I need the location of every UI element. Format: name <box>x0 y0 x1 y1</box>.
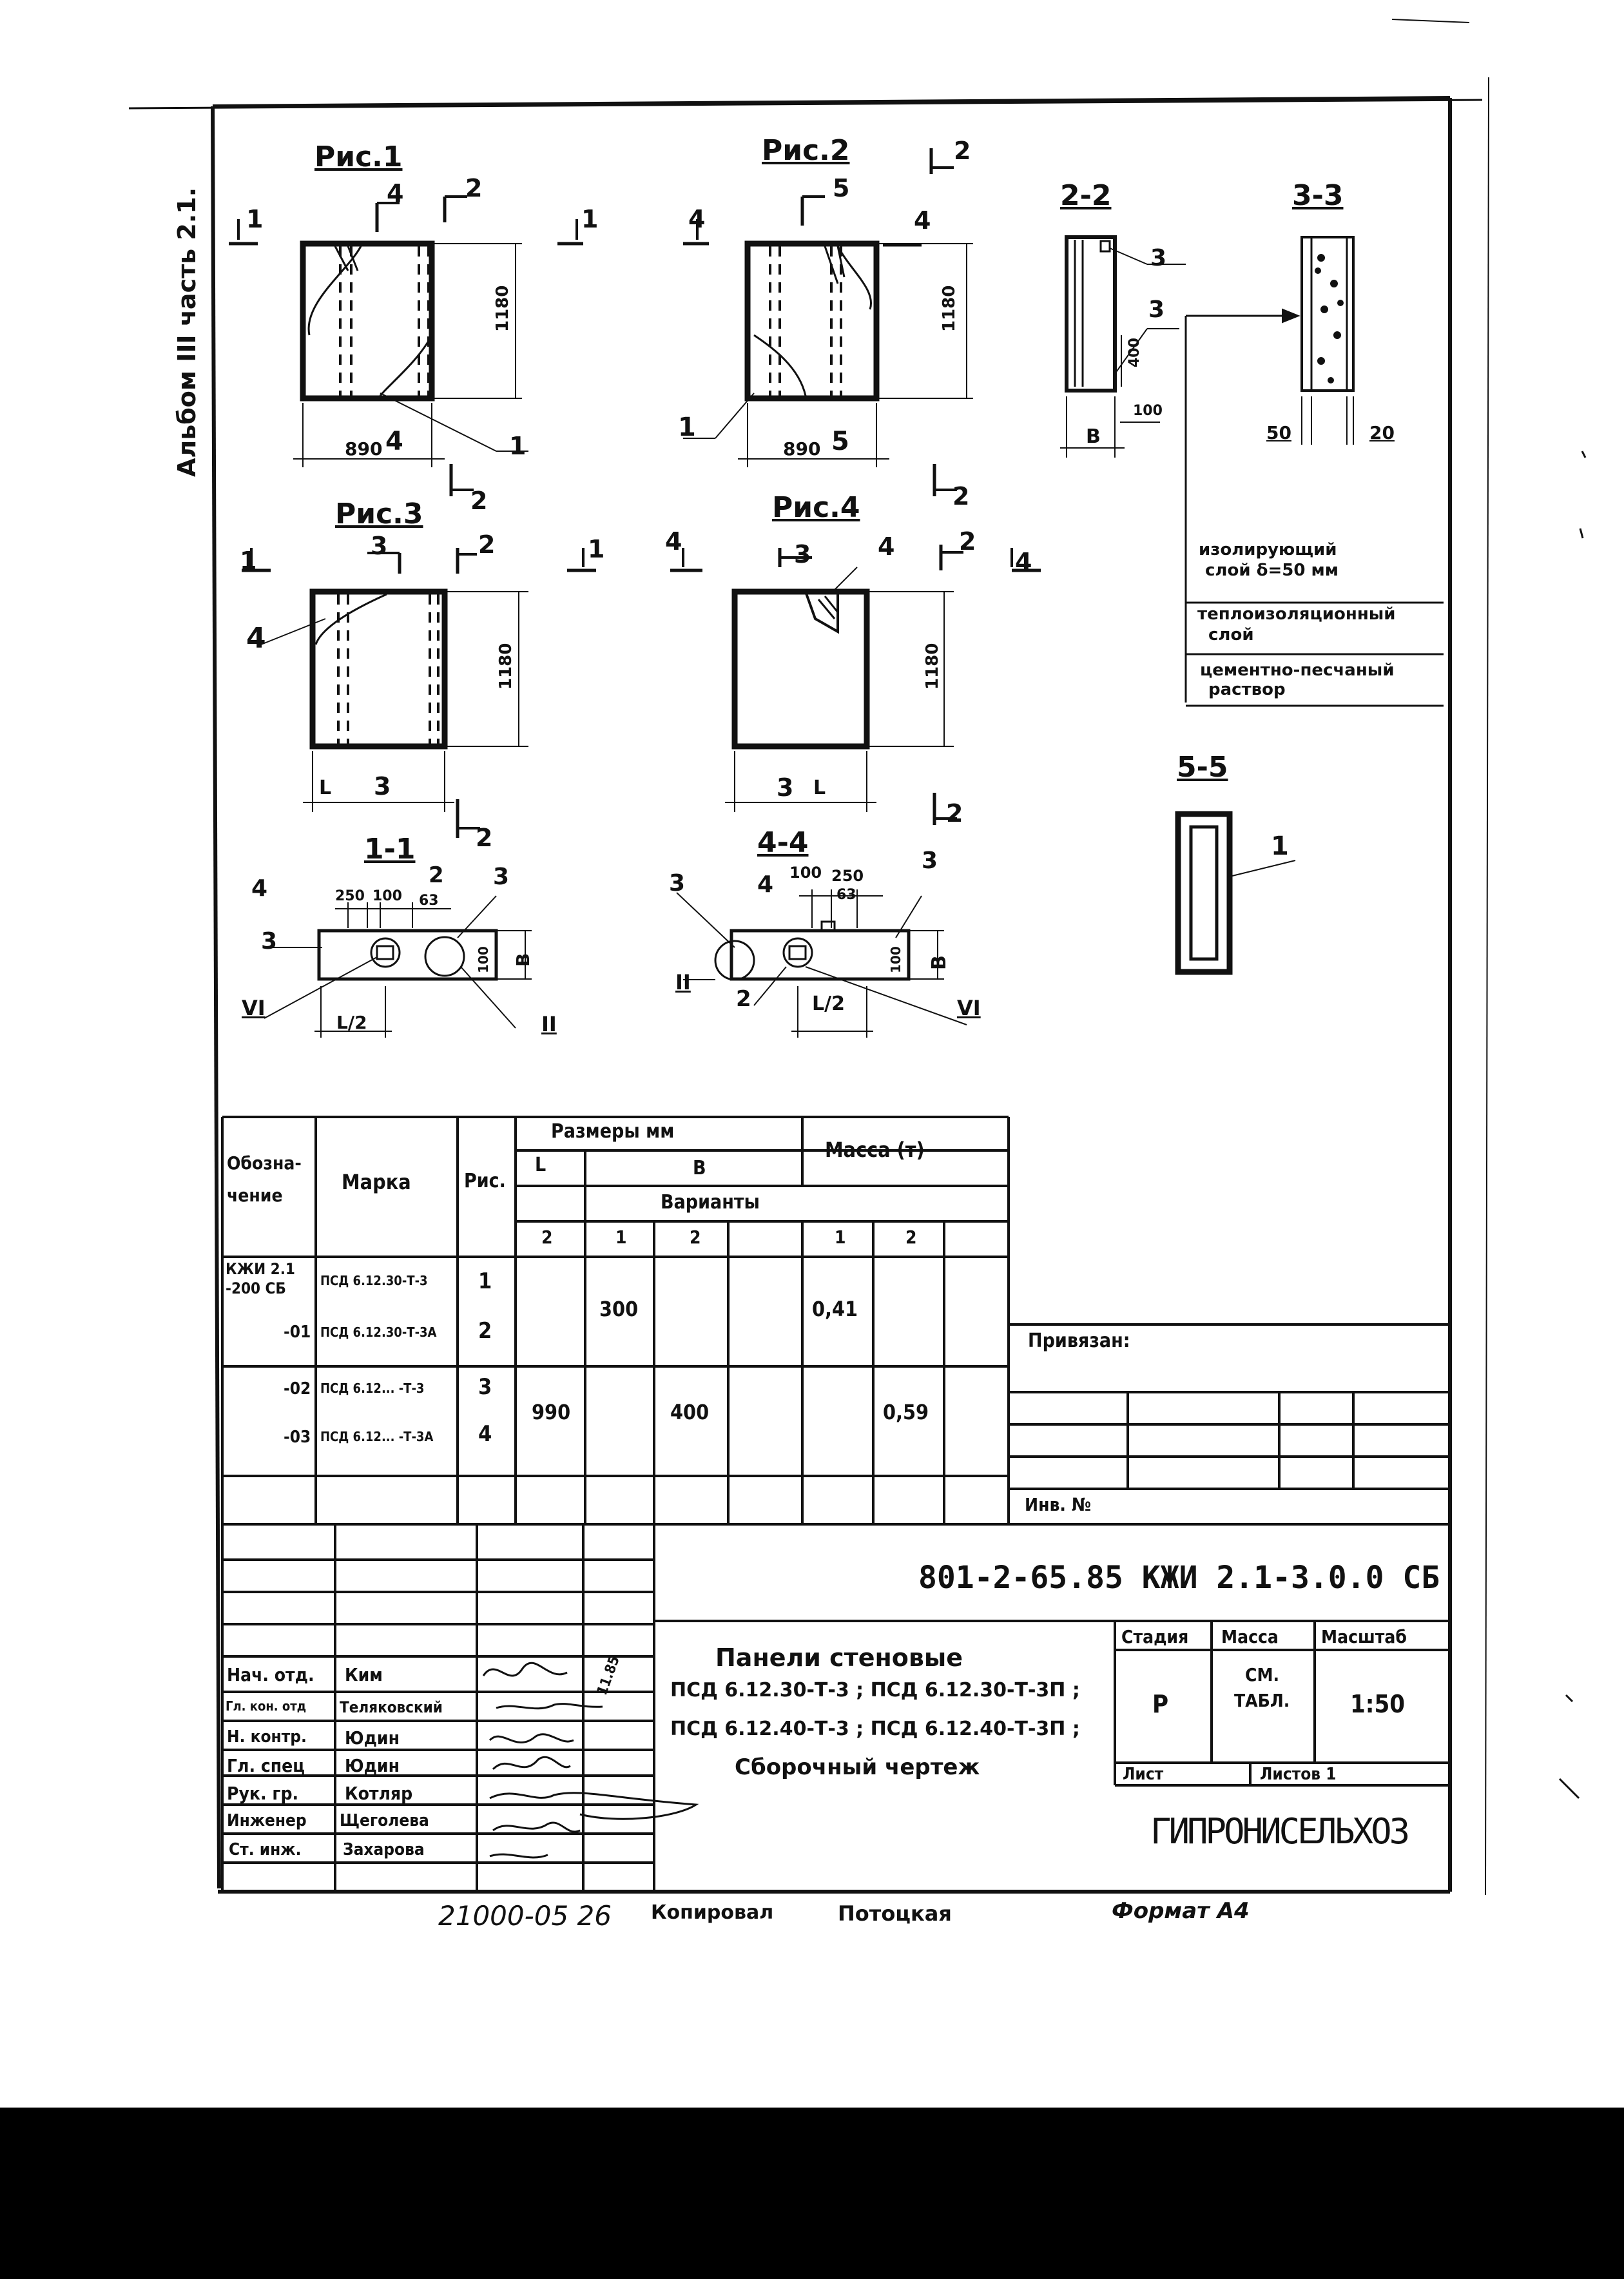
section-4-4-node-vi: VI <box>957 996 981 1020</box>
section-1-1-node-vi: VI <box>242 996 266 1020</box>
fig1-cut-2-bottom: 2 <box>470 487 488 515</box>
sig-name-5: Котляр <box>345 1783 413 1804</box>
fig2-leader-1: 1 <box>678 412 696 442</box>
section-4-4-d63: 63 <box>836 887 856 903</box>
section-2-2-title: 2-2 <box>1060 179 1112 212</box>
scan-black-border <box>0 2108 1624 2279</box>
fig2-drawing <box>683 148 973 496</box>
spec-header-variants: Варианты <box>661 1191 760 1214</box>
section-4-4-label-3b: 3 <box>922 848 938 874</box>
layer-2-line-b: слой <box>1208 625 1254 645</box>
title-line-1: Панели стеновые <box>715 1644 963 1672</box>
sig-role-2: Гл. кон. отд <box>226 1698 307 1714</box>
fig3-title: Рис.3 <box>335 498 423 530</box>
fig2-cut-5: 5 <box>833 174 850 202</box>
section-4-4-node-ii: II <box>675 970 691 994</box>
sig-role-3: Н. контр. <box>227 1727 307 1747</box>
title-line-4: Сборочный чертеж <box>735 1754 980 1780</box>
section-4-4-d250: 250 <box>831 867 864 885</box>
fig3-drawing <box>242 548 596 838</box>
sig-role-4: Гл. спец <box>227 1755 305 1776</box>
section-1-1-dim-lhalf: L/2 <box>336 1012 367 1033</box>
section-3-3-dim-50: 50 <box>1266 422 1291 443</box>
section-4-4 <box>677 889 967 1038</box>
sig-role-6: Инженер <box>227 1811 307 1830</box>
scale-header: Масштаб <box>1321 1626 1407 1647</box>
footer-copied-label: Копировал <box>651 1901 774 1924</box>
spec-row-3-designation: -02 <box>284 1379 311 1399</box>
inventory-number-label: Инв. № <box>1025 1494 1092 1515</box>
spec-row-2-designation: -01 <box>284 1323 311 1342</box>
sig-name-1: Ким <box>345 1664 383 1685</box>
spec-value-m1: 0,41 <box>812 1297 858 1321</box>
fig3-cut-2-bottom: 2 <box>476 824 493 852</box>
fig3-section-cut-top: 3 <box>371 532 388 560</box>
layer-1-line-a: изолирующий <box>1199 540 1337 559</box>
spec-row-3-fig: 3 <box>478 1374 492 1400</box>
spec-variant-b2: 2 <box>690 1227 701 1248</box>
spec-header-l: L <box>535 1154 546 1176</box>
section-3-3-dim-20: 20 <box>1369 422 1395 443</box>
sig-name-3: Юдин <box>345 1727 400 1749</box>
section-4-4-dim-100: 100 <box>888 946 904 973</box>
album-side-label: Альбом III часть 2.1. <box>173 187 201 477</box>
section-4-4-label-2: 2 <box>736 986 751 1012</box>
fig1-dim-height: 1180 <box>493 285 512 332</box>
spec-row-4-mark: ПСД 6.12... -Т-3А <box>320 1429 434 1444</box>
spec-header-sizes: Размеры мм <box>551 1120 675 1143</box>
spec-row-4-designation: -03 <box>284 1428 311 1447</box>
fig4-drawing <box>670 545 1041 825</box>
sheets-label: Листов 1 <box>1260 1765 1337 1784</box>
organization-name: ГИПРОНИСЕЛЬХОЗ <box>1150 1811 1408 1852</box>
section-1-1 <box>264 896 532 1038</box>
fig2-cut-4-left: 4 <box>688 205 706 233</box>
mass-header: Масса <box>1221 1626 1279 1647</box>
section-1-1-title: 1-1 <box>364 833 416 866</box>
layer-2-line-a: теплоизоляционный <box>1197 605 1396 624</box>
attachment-label: Привязан: <box>1028 1330 1130 1352</box>
spec-header-mass: Масса (т) <box>825 1138 925 1162</box>
fig3-leader-4: 4 <box>246 622 266 655</box>
fig1-cut-2: 2 <box>465 174 483 202</box>
spec-row-1-designation-b: -200 СБ <box>226 1279 286 1297</box>
spec-value-b2: 400 <box>670 1400 710 1424</box>
sig-name-7: Захарова <box>343 1840 425 1859</box>
fig1-cut-1-left: 1 <box>246 205 264 233</box>
section-1-1-d63: 63 <box>419 893 439 909</box>
section-2-2-label-3b: 3 <box>1148 296 1165 323</box>
fig1-section-cut: 4 <box>385 427 403 456</box>
fig1-drawing <box>229 197 583 496</box>
spec-row-2-fig: 2 <box>478 1318 492 1344</box>
fig3-cut-1-right: 1 <box>588 535 605 563</box>
document-code: 801-2-65.85 КЖИ 2.1-3.0.0 СБ <box>918 1560 1440 1596</box>
spec-header-mark: Марка <box>342 1170 411 1194</box>
mass-value-b: ТАБЛ. <box>1234 1690 1290 1711</box>
sig-role-1: Нач. отд. <box>227 1664 314 1685</box>
fig1-title: Рис.1 <box>314 141 403 173</box>
section-2-2 <box>1060 237 1186 458</box>
sig-role-5: Рук. гр. <box>227 1783 299 1804</box>
mass-value-a: СМ. <box>1245 1664 1280 1685</box>
scale-value: 1:50 <box>1350 1690 1406 1718</box>
footer-format: Формат А4 <box>1112 1898 1250 1924</box>
fig3-dim-height: 1180 <box>496 643 516 690</box>
section-4-4-dim-b: B <box>928 955 951 970</box>
stage-header: Стадия <box>1121 1626 1189 1647</box>
fig2-cut-2: 2 <box>954 137 971 165</box>
section-4-4-label-3a: 3 <box>669 870 686 897</box>
fig4-cut-2-bottom: 2 <box>946 799 963 828</box>
section-3-3-title: 3-3 <box>1292 179 1344 212</box>
section-1-1-d100: 100 <box>372 888 402 904</box>
fig4-section-cut-bottom: 3 <box>777 773 794 802</box>
fig4-dim-height: 1180 <box>923 643 942 690</box>
fig4-cut-2: 2 <box>959 527 976 556</box>
section-2-2-dim-100: 100 <box>1133 403 1163 419</box>
fig4-title: Рис.4 <box>772 491 860 524</box>
footer-number: 21000-05 26 <box>438 1900 612 1932</box>
fig3-dim-width: L <box>319 777 332 799</box>
section-1-1-label-2: 2 <box>429 862 444 888</box>
fig1-cut-4: 4 <box>387 179 404 208</box>
footer-copied-name: Потоцкая <box>838 1901 952 1926</box>
section-1-1-label-4: 4 <box>251 875 268 902</box>
spec-row-2-mark: ПСД 6.12.30-Т-3А <box>320 1324 437 1340</box>
spec-value-l: 990 <box>532 1400 571 1424</box>
spec-row-1-designation: КЖИ 2.1 <box>226 1260 295 1278</box>
spec-variant-b1: 1 <box>615 1227 627 1248</box>
fig2-section-cut: 5 <box>831 427 849 456</box>
sig-name-6: Щеголева <box>340 1811 429 1830</box>
section-1-1-dim-100: 100 <box>476 946 491 973</box>
stage-value: Р <box>1152 1690 1169 1718</box>
fig2-dim-height: 1180 <box>940 285 959 332</box>
section-1-1-node-ii: II <box>541 1012 557 1036</box>
spec-header-b: B <box>693 1157 706 1179</box>
spec-value-b1: 300 <box>599 1297 639 1321</box>
spec-header-fig: Рис. <box>464 1170 506 1192</box>
section-4-4-title: 4-4 <box>757 826 809 859</box>
section-1-1-d250: 250 <box>335 888 365 904</box>
spec-row-3-mark: ПСД 6.12... -Т-3 <box>320 1381 425 1396</box>
fig4-dim-width: L <box>813 777 826 799</box>
fig1-leader-1: 1 <box>509 432 527 460</box>
spec-row-1-mark: ПСД 6.12.30-Т-3 <box>320 1273 428 1288</box>
spec-variant-m1: 1 <box>835 1227 846 1248</box>
spec-header-designation-a: Обозна- <box>227 1152 302 1174</box>
spec-row-1-fig: 1 <box>478 1268 492 1294</box>
section-1-1-dim-b: B <box>512 953 534 967</box>
fig4-leader-4: 4 <box>878 532 895 561</box>
section-4-4-label-4: 4 <box>757 871 774 898</box>
section-2-2-dim-b: B <box>1086 425 1101 448</box>
section-4-4-d100: 100 <box>789 864 822 882</box>
section-1-1-label-3b: 3 <box>261 928 278 955</box>
fig4-cut-4-right: 4 <box>1015 548 1032 576</box>
fig2-cut-4-right: 4 <box>914 206 931 235</box>
section-2-2-dim-400: 400 <box>1126 338 1143 367</box>
title-line-3: ПСД 6.12.40-Т-3 ; ПСД 6.12.40-Т-3П ; <box>670 1718 1080 1740</box>
spec-row-4-fig: 4 <box>478 1421 492 1447</box>
fig1-cut-1-right: 1 <box>581 205 599 233</box>
fig2-dim-width: 890 <box>783 438 821 460</box>
layer-3-line-b: раствор <box>1208 680 1286 699</box>
spec-variant-l2: 2 <box>541 1227 553 1248</box>
sig-name-2: Теляковский <box>340 1698 443 1716</box>
fig3-cut-1-left: 1 <box>240 547 257 575</box>
fig4-cut-4-left: 4 <box>665 527 682 556</box>
layer-1-line-b: слой δ=50 мм <box>1205 561 1339 580</box>
signature-date: 11.85 <box>594 1654 623 1698</box>
fig1-dim-width: 890 <box>345 438 383 460</box>
fig2-cut-2-bottom: 2 <box>952 482 970 510</box>
section-1-1-label-3a: 3 <box>493 864 510 890</box>
fig3-cut-2: 2 <box>478 530 496 559</box>
spec-value-m2: 0,59 <box>883 1400 929 1424</box>
sig-name-4: Юдин <box>345 1755 400 1776</box>
section-5-5-title: 5-5 <box>1177 751 1228 784</box>
section-2-2-label-3a: 3 <box>1150 245 1167 271</box>
section-4-4-dim-lhalf: L/2 <box>812 993 845 1015</box>
fig3-section-cut-bottom: 3 <box>374 772 391 800</box>
section-5-5-label-1: 1 <box>1271 831 1289 861</box>
sheet-label: Лист <box>1123 1765 1164 1784</box>
title-line-2: ПСД 6.12.30-Т-3 ; ПСД 6.12.30-Т-3П ; <box>670 1679 1080 1702</box>
sig-role-7: Ст. инж. <box>229 1840 302 1859</box>
fig2-title: Рис.2 <box>762 134 850 167</box>
spec-header-designation-b: чение <box>227 1185 283 1206</box>
spec-variant-m2: 2 <box>905 1227 917 1248</box>
layer-3-line-a: цементно-песчаный <box>1200 661 1395 680</box>
fig4-section-cut-top: 3 <box>794 540 811 568</box>
